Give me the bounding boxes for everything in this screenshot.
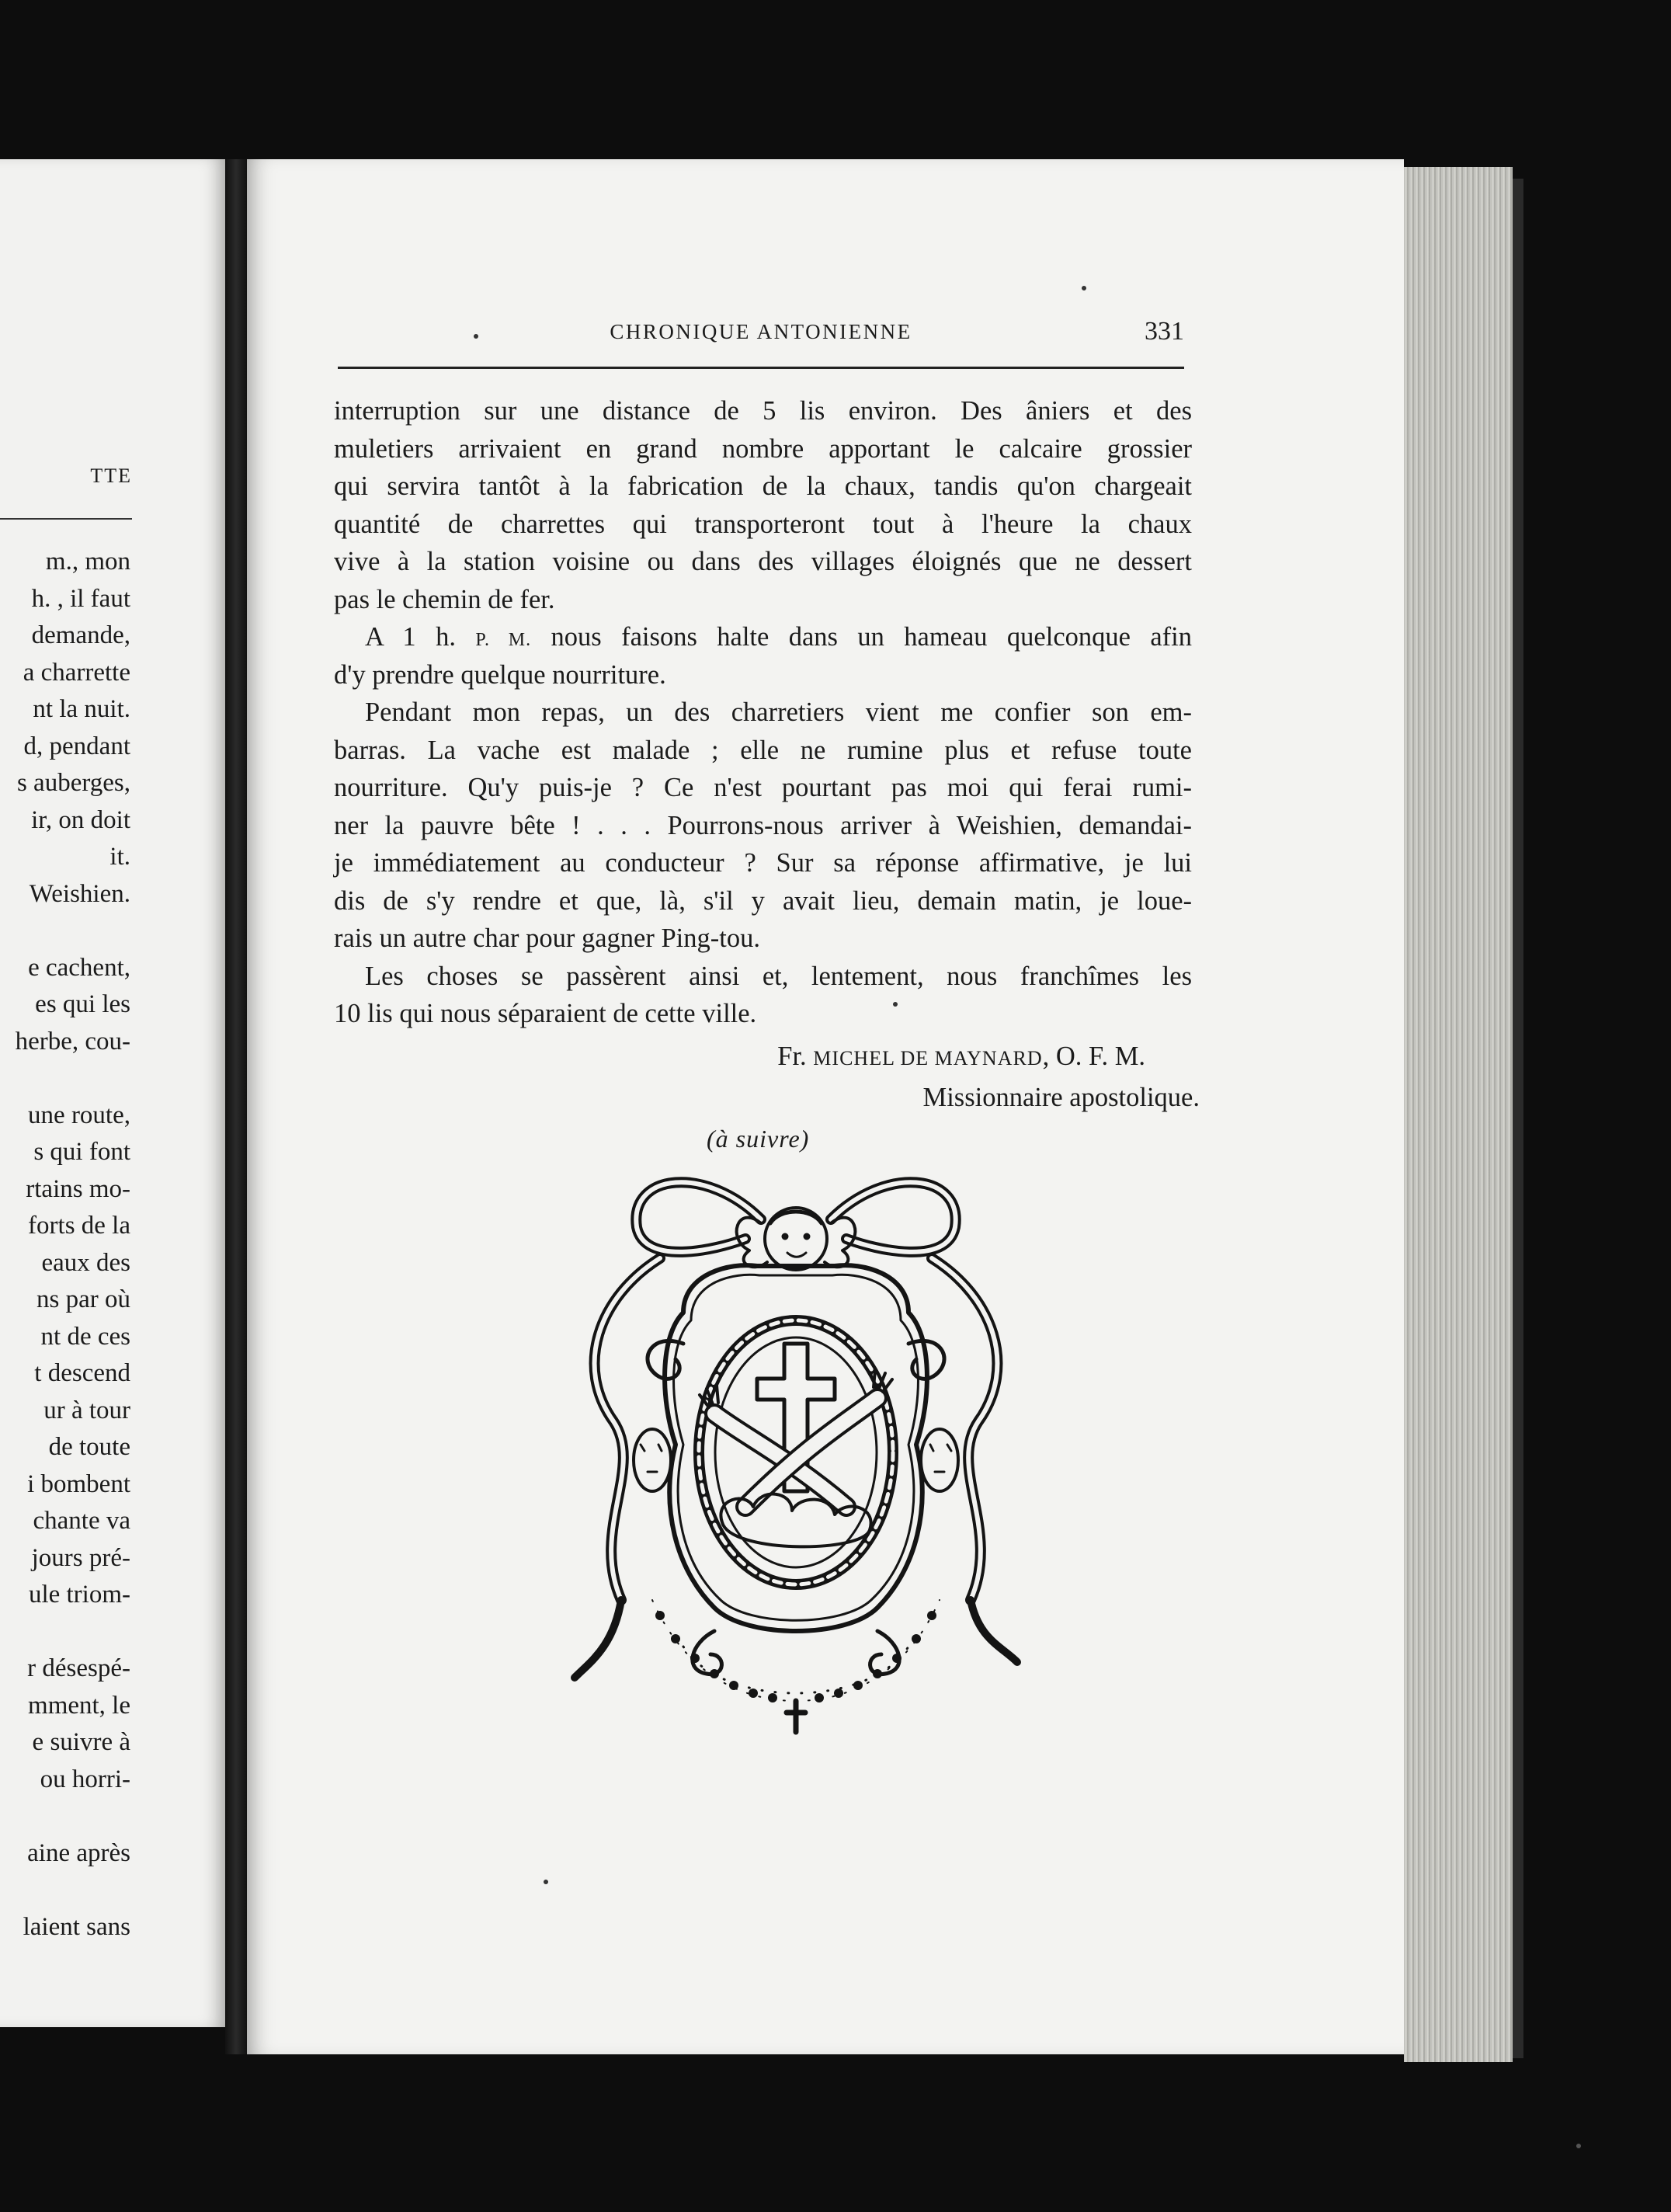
left-text-line [0, 1060, 130, 1097]
left-text-line: de toute [48, 1433, 130, 1461]
left-text-line: it. [109, 843, 130, 871]
text-line [334, 618, 1192, 656]
author-role: Missionnaire apostolique. [922, 1083, 1200, 1112]
left-text-line [0, 1872, 130, 1909]
left-text-line: t descend [34, 1359, 130, 1387]
to-be-continued: (à suivre) [707, 1125, 810, 1153]
text-line: pas le chemin de fer. [334, 584, 555, 614]
text-line: vive à la station voisine ou dans des villages éloignés que ne dessert [334, 547, 1192, 576]
running-head [338, 317, 1184, 351]
left-text-line: rtains mo- [26, 1174, 130, 1203]
text-line: Pendant mon repas, un des charretiers vient me confier son em- [365, 697, 1192, 727]
text-line: ner la pauvre bête ! . . . Pourrons-nous arriver à Weishien, demandai- [334, 810, 1192, 840]
left-text-line: demande, [31, 621, 130, 649]
left-text-line: s auberges, [16, 769, 130, 797]
text-line: qui servira tantôt à la fabrication de la chaux, tandis qu'on chargeait [334, 471, 1192, 501]
film-speck [1082, 286, 1086, 290]
left-text-line: i bombent [27, 1469, 130, 1498]
signature [334, 1037, 1200, 1117]
left-text-line [0, 913, 130, 950]
emblem-illustration [567, 1165, 1025, 1740]
text-line: dis de s'y rendre et que, là, s'il y avait lieu, demain matin, je loue- [334, 885, 1192, 916]
left-text-line: m., mon [45, 548, 130, 576]
film-speck [474, 334, 478, 339]
page-number: 331 [1145, 317, 1184, 346]
film-speck [893, 1002, 898, 1007]
head-rule [338, 367, 1184, 369]
left-text-line: es qui les [35, 990, 130, 1018]
paragraph-2 [334, 618, 1192, 694]
left-text-line: Weishien. [29, 879, 130, 908]
text-line: je immédiatement au conducteur ? Sur sa réponse affirmative, je lui [334, 848, 1192, 878]
paragraph-1 [334, 392, 1192, 618]
text-line: muletiers arrivaient en grand nombre apportant le calcaire grossier [334, 433, 1192, 464]
left-running-head: TTE [90, 464, 132, 487]
author-prefix: Fr. [777, 1042, 814, 1071]
text-line: d'y prendre quelque nourriture. [334, 659, 666, 690]
left-text-line [0, 1798, 130, 1835]
author-name [334, 1037, 1200, 1078]
text-line: interruption sur une distance de 5 lis environ. Des âniers et des [334, 396, 1192, 426]
left-text-column [0, 544, 130, 1946]
left-text-line: ou horri- [40, 1765, 130, 1793]
author-suffix: , O. F. M. [1042, 1042, 1145, 1071]
left-text-line: e suivre à [32, 1728, 130, 1756]
body-text [334, 392, 1192, 1033]
text-line: nourriture. Qu'y puis-je ? Ce n'est pourtant pas moi qui ferai rumi- [334, 773, 1192, 802]
left-text-line: chante va [33, 1507, 130, 1535]
left-text-line: herbe, cou- [15, 1027, 130, 1056]
time-pm: P. M. [475, 630, 532, 650]
left-text-line: ur à tour [43, 1396, 130, 1424]
left-text-line: a charrette [23, 658, 130, 687]
left-text-line: h. , il faut [31, 584, 130, 613]
page-edges [1404, 167, 1513, 2062]
left-text-line: laient sans [23, 1912, 130, 1941]
book-gutter [225, 159, 247, 2054]
text-line: barras. La vache est malade ; elle ne rumine plus et refuse toute [334, 735, 1192, 765]
time-start: A 1 h. [365, 622, 476, 652]
left-text-line: nt la nuit. [33, 695, 130, 723]
paragraph-4 [334, 958, 1192, 1033]
paragraph-3 [334, 694, 1192, 958]
left-text-line: ir, on doit [31, 805, 130, 834]
text-line: Les choses se passèrent ainsi et, lentement, nous franchîmes les [365, 961, 1192, 991]
left-text-line: s qui font [33, 1138, 130, 1166]
left-text-line: aine après [27, 1838, 130, 1867]
running-title: CHRONIQUE ANTONIENNE [610, 320, 912, 343]
left-text-line: e cachent, [28, 953, 130, 982]
left-text-line: forts de la [28, 1212, 130, 1240]
film-speck [1576, 2144, 1581, 2148]
left-text-line [0, 1614, 130, 1651]
left-text-line: jours pré- [31, 1543, 130, 1572]
film-speck [544, 1880, 548, 1884]
left-text-line: nt de ces [40, 1322, 130, 1351]
author-name-smallcaps: MICHEL DE MAYNARD [813, 1047, 1043, 1069]
left-text-line: d, pendant [23, 732, 130, 760]
book-cover-edge [1513, 179, 1523, 2058]
time-rest: nous faisons halte dans un hameau quelconque afin [531, 622, 1192, 652]
left-text-line: ns par où [36, 1285, 130, 1313]
left-head-rule [0, 518, 132, 520]
left-text-line: ule triom- [28, 1581, 130, 1609]
left-text-line: mment, le [28, 1691, 130, 1720]
left-text-line: r désespé- [27, 1654, 130, 1682]
text-line: quantité de charrettes qui transporteront tout à l'heure la chaux [334, 509, 1192, 539]
text-line: rais un autre char pour gagner Ping-tou. [334, 923, 760, 953]
left-page [0, 159, 225, 2027]
left-text-line: une route, [28, 1101, 130, 1129]
left-text-line: eaux des [41, 1248, 130, 1277]
text-line: 10 lis qui nous séparaient de cette ville. [334, 999, 757, 1028]
